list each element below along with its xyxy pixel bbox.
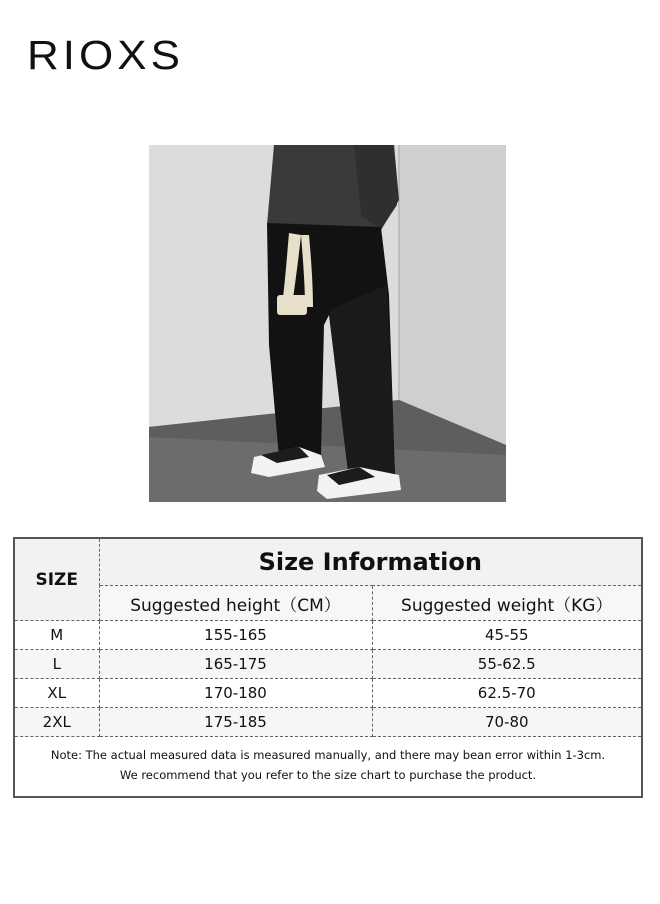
height-cell: 165-175 (99, 650, 372, 679)
weight-cell: 55-62.5 (372, 650, 641, 679)
height-column-header: Suggested height（CM） (99, 586, 372, 621)
weight-cell: 62.5-70 (372, 679, 641, 708)
product-photo (149, 145, 506, 502)
weight-column-header: Suggested weight（KG） (372, 586, 641, 621)
note-line-1: Note: The actual measured data is measured manually, and there may bean error within 1-3cm. (50, 748, 606, 762)
height-cell: 175-185 (99, 708, 372, 737)
size-cell: 2XL (15, 708, 99, 737)
brand-logo: RIOXS (27, 33, 184, 79)
size-cell: XL (15, 679, 99, 708)
size-note (15, 737, 641, 785)
size-column-header: SIZE (15, 539, 99, 621)
table-row (15, 679, 641, 708)
weight-cell: 70-80 (372, 708, 641, 737)
table-row (15, 621, 641, 650)
note-line-2: We recommend that you refer to the size chart to purchase the product. (119, 768, 537, 782)
height-cell: 170-180 (99, 679, 372, 708)
size-cell: L (15, 650, 99, 679)
height-cell: 155-165 (99, 621, 372, 650)
table-title: Size Information (99, 539, 641, 586)
size-cell: M (15, 621, 99, 650)
size-table (13, 537, 643, 798)
weight-cell: 45-55 (372, 621, 641, 650)
table-row (15, 650, 641, 679)
table-row (15, 708, 641, 737)
